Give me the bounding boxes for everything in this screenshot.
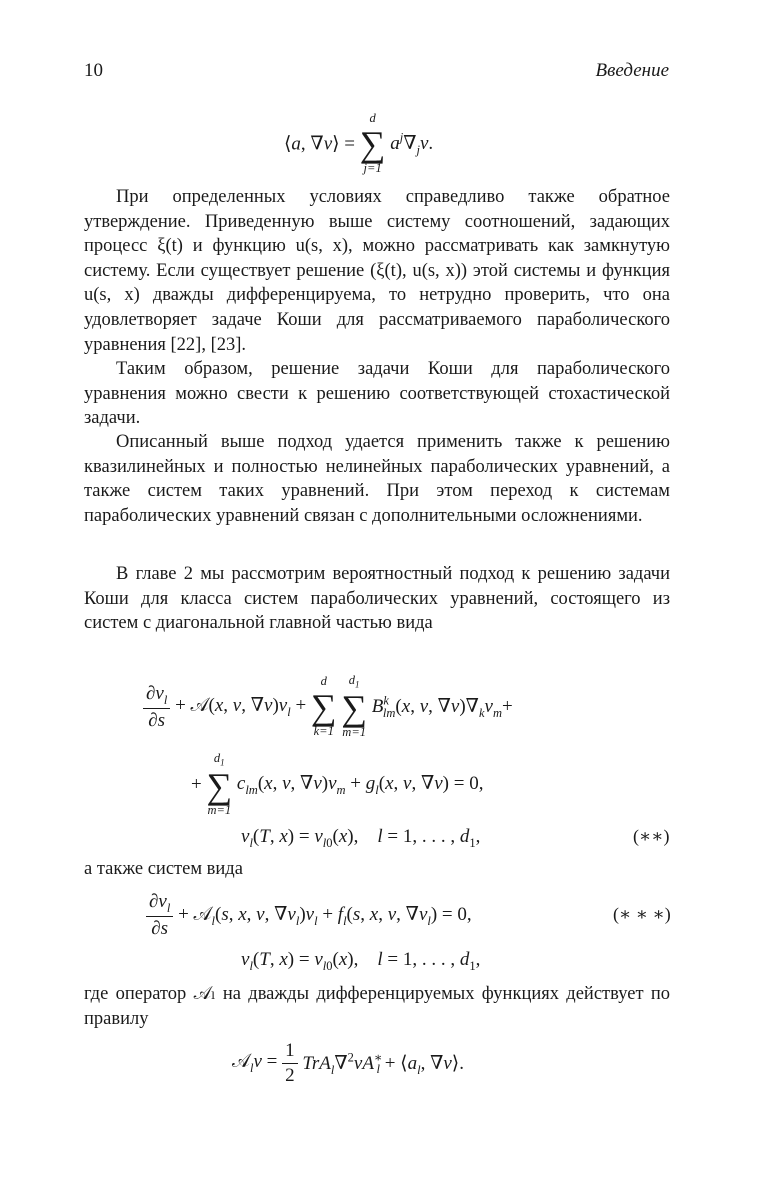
- page-number: 10: [84, 60, 103, 81]
- equation-system-line-1: $\frac{\partial v_l}{\partial s}$ + 𝒜(x, v, $\nabla v)v_l$ + d ∑ k=1 $d_1$ ∑ m=1 $B^k_{lm}(x$, v, $\nabla v)\nabla_kv_m+$: [143, 674, 513, 740]
- paragraph-converse-statement: При определенных условиях справедливо также обратное утверждение. Приведенную выше систему соотношений, задающих процесс ξ(t) и функцию u(s, x), можно рассматривать как замкнутую систему. Если существует решение (ξ(t), u(s, x)) этой системы и функция u(s, x) дважды дифференцируема, то нетрудно проверить, что она удовлетворяет задаче Коши для рассматриваемого параболического уравнения [22], [23].: [84, 187, 670, 355]
- equation-tag-double-star: (∗∗): [633, 826, 670, 846]
- equation-tag-triple-star: (∗ ∗ ∗): [613, 904, 671, 924]
- paragraph-operator-definition: где оператор 𝒜ₗ на дважды дифференцируемых функциях действует по правилу: [84, 984, 670, 1029]
- paragraph-reduction: Таким образом, решение задачи Коши для параболического уравнения можно свести к решению соответствующей стохастической задачи.: [84, 359, 670, 429]
- equation-operator-definition: 𝒜$_l$v = $\frac{1}{2}$ $TrA_l\nabla^2vA^∗_l$ + $⟨a_l$, ∇v⟩.: [232, 1040, 464, 1086]
- equation-system-line-2: + $d_1$ ∑ m=1 $c_{lm}(x$, v, $\nabla v)v_m + g_l(x$, v, ∇v) = 0,: [191, 751, 484, 818]
- equation-terminal-condition-2: $v_l(T$, $x) = v_{l0}(x)$, l = 1, . . . , $d_1$,: [241, 949, 481, 973]
- equation-terminal-condition-1: $v_l(T$, $x) = v_{l0}(x)$, l = 1, . . . , $d_1$,: [241, 826, 481, 850]
- paragraph-also-systems: а также систем вида: [84, 859, 243, 879]
- running-title: Введение: [595, 60, 669, 81]
- paragraph-chapter-two: В главе 2 мы рассмотрим вероятностный подход к решению задачи Коши для класса систем параболических уравнений, состоящего из систем с диагональной главной частью вида: [84, 564, 670, 634]
- equation-inner-product: ⟨a, ∇v⟩ = d ∑ j=1 $a^j\nabla_jv$.: [284, 111, 434, 175]
- equation-second-system-line-1: $\frac{\partial v_l}{\partial s}$ + 𝒜$_l$(s, x, v, $\nabla v_l)v_l + f_l(s$, x, v, $\nabla v_l) = 0$,: [146, 891, 472, 940]
- paragraph-quasilinear: Описанный выше подход удается применить также к решению квазилинейных и полностью нелинейных параболических уравнений, а также систем таких уравнений. При этом переход к системам параболических уравнений связан с дополнительными осложнениями.: [84, 432, 670, 526]
